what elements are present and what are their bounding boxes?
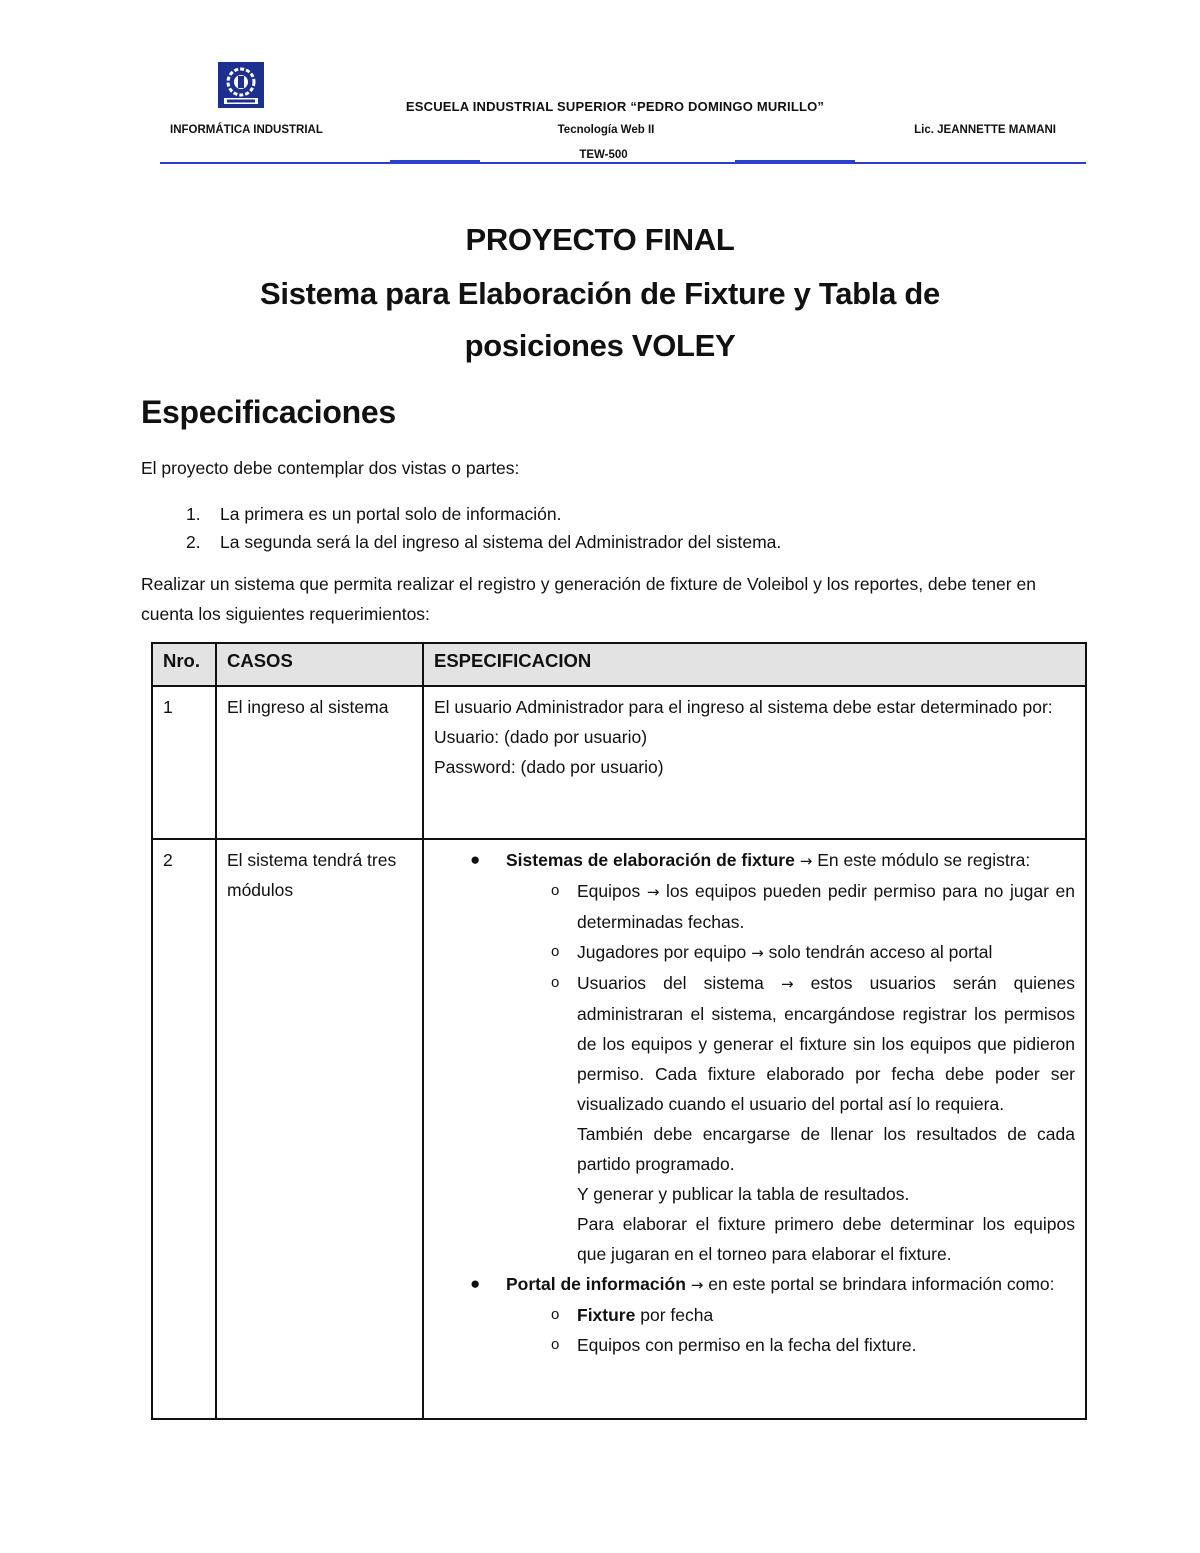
bullet-icon: ● [470, 1274, 481, 1293]
column-header-nro: Nro. [152, 643, 216, 686]
course-code: TEW-500 [579, 149, 628, 161]
list-text: La segunda será la del ingreso al sistema del Administrador del sistema. [220, 532, 782, 552]
school-name: ESCUELA INDUSTRIAL SUPERIOR “PEDRO DOMINGO MURILLO” [405, 99, 825, 114]
sub-item-text: solo tendrán acceso al portal [768, 942, 993, 962]
module-title: Portal de información [506, 1274, 686, 1294]
sub-item-label: Equipos [577, 881, 641, 901]
sub-item-note: Y generar y publicar la tabla de resultados. [577, 1184, 910, 1204]
table-row [152, 686, 1086, 839]
sub-item-text: los equipos pueden pedir permiso para no jugar en determinadas fechas. [577, 881, 1075, 932]
spec-usuario: Usuario: (dado por usuario) [434, 727, 648, 747]
module-desc: En este módulo se registra: [817, 850, 1031, 870]
sub-item-label: Fixture [577, 1305, 636, 1325]
list-text: La primera es un portal solo de información. [220, 504, 562, 524]
document-title: PROYECTO FINAL [465, 222, 735, 257]
circle-bullet-icon: o [551, 882, 560, 899]
sub-item [506, 876, 1075, 937]
sub-item-text: por fecha [640, 1305, 714, 1325]
sub-item-note: Para elaborar el fixture primero debe determinar los equipos que jugaran en el torneo para elaborar el fixture. [577, 1214, 1075, 1264]
module-item [434, 845, 1075, 1269]
module-item [434, 1269, 1075, 1360]
sub-item-text: estos usuarios serán quienes administraran el sistema, encargándose registrar los permisos de los equipos y generar el fixture sin los equipos que pidieron permiso. Cada fixture elaborado por fecha debe poder ser visualizado cuando el usuario del portal así lo requiera. [577, 973, 1075, 1114]
cell-caso: El sistema tendrá tres módulos [216, 839, 423, 1419]
sub-item-label: Jugadores por equipo [577, 942, 747, 962]
document-subtitle-line1: Sistema para Elaboración de Fixture y Tabla de [260, 276, 940, 311]
instructor-label: Lic. JEANNETTE MAMANI [914, 124, 1056, 136]
list-number: 2. [186, 532, 201, 552]
arrow-right-icon: → [690, 1276, 704, 1294]
sub-item [506, 968, 1075, 1269]
module-title: Sistemas de elaboración de fixture [506, 850, 795, 870]
bullet-icon: ● [470, 850, 481, 869]
modules-list [434, 845, 1075, 1360]
document-subtitle-line2: posiciones VOLEY [464, 328, 736, 363]
sub-item-note: También debe encargarse de llenar los resultados de cada partido programado. [577, 1124, 1075, 1174]
requirements-paragraph: Realizar un sistema que permita realizar el registro y generación de fixture de Voleibol y los reportes, debe tener en cuenta los siguientes requerimientos: [141, 574, 1036, 624]
intro-paragraph: El proyecto debe contemplar dos vistas o partes: [141, 458, 520, 478]
sub-item [506, 1300, 1075, 1330]
course-label: Tecnología Web II [557, 124, 655, 136]
column-header-casos: CASOS [216, 643, 423, 686]
sub-item-text: Equipos con permiso en la fecha del fixture. [577, 1335, 917, 1355]
arrow-right-icon: → [751, 944, 764, 962]
arrow-right-icon: → [799, 852, 813, 870]
spec-text: El usuario Administrador para el ingreso al sistema debe estar determinado por: [434, 697, 1053, 717]
sub-item-label: Usuarios del sistema [577, 973, 764, 993]
sub-list [506, 876, 1075, 1269]
module-desc: en este portal se brindara información como: [708, 1274, 1055, 1294]
circle-bullet-icon: o [551, 1306, 560, 1323]
circle-bullet-icon: o [551, 974, 560, 991]
cell-nro: 1 [152, 686, 216, 839]
cell-especificacion [423, 839, 1086, 1419]
header-divider [160, 162, 1086, 164]
department-label: INFORMÁTICA INDUSTRIAL [170, 124, 323, 136]
list-number: 1. [186, 504, 201, 524]
header-divider-accent [735, 160, 855, 164]
sub-list [506, 1300, 1075, 1360]
list-item [186, 500, 781, 528]
circle-bullet-icon: o [551, 1336, 560, 1353]
spec-password: Password: (dado por usuario) [434, 757, 664, 777]
table-header-row [152, 643, 1086, 686]
section-heading: Especificaciones [141, 394, 396, 430]
circle-bullet-icon: o [551, 943, 560, 960]
requirements-table [151, 642, 1087, 1420]
header-divider-accent [390, 160, 480, 164]
arrow-right-icon: → [646, 883, 660, 901]
sub-item [506, 1330, 1075, 1360]
list-item [186, 528, 781, 556]
cell-nro: 2 [152, 839, 216, 1419]
sub-item [506, 937, 1075, 968]
cell-caso: El ingreso al sistema [216, 686, 423, 839]
column-header-especificacion: ESPECIFICACION [423, 643, 1086, 686]
table-row [152, 839, 1086, 1419]
arrow-right-icon: → [780, 975, 794, 993]
views-list [186, 500, 781, 556]
cell-especificacion [423, 686, 1086, 839]
